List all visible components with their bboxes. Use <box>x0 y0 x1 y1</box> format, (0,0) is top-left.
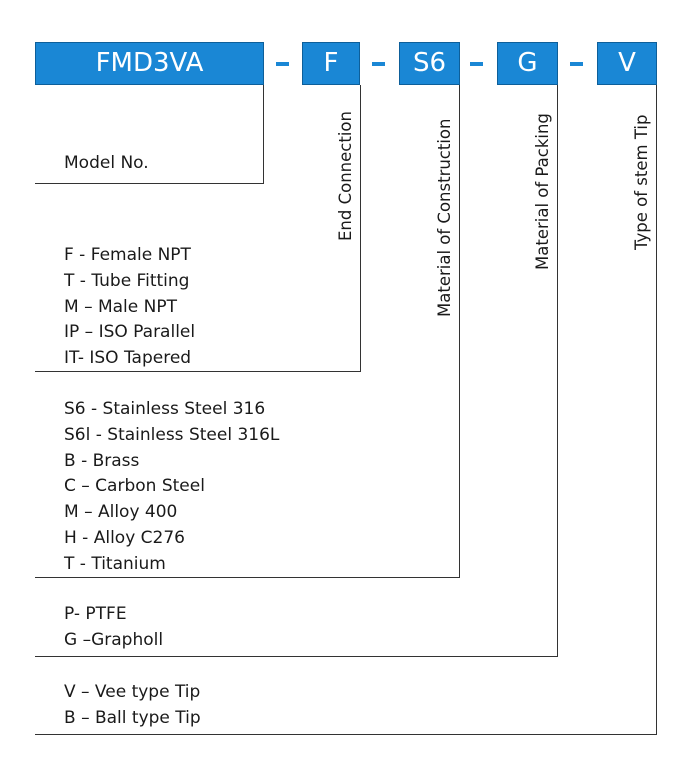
underline-material-packing <box>35 656 558 657</box>
underline-stem-tip <box>35 734 657 735</box>
connector-line-end-connection <box>360 85 361 372</box>
option-item: F - Female NPT <box>64 245 191 265</box>
connector-line-material-packing <box>557 85 558 657</box>
option-item: IT- ISO Tapered <box>64 348 192 369</box>
vertical-label-end-connection: End Connection <box>336 111 355 241</box>
vertical-label-stem-tip: Type of stem Tip <box>632 114 651 250</box>
option-item: H - Alloy C276 <box>64 527 185 548</box>
stem-tip-options <box>64 680 201 732</box>
option-item: T - Tube Fitting <box>64 270 190 291</box>
separator-dash <box>372 62 385 66</box>
connector-line-model <box>263 85 264 184</box>
connector-line-stem-tip <box>656 85 657 735</box>
separator-dash <box>470 62 483 66</box>
connector-line-material-construction <box>459 85 460 578</box>
vertical-label-material-construction: Material of Construction <box>435 118 454 317</box>
code-box-material-construction: S6 <box>399 42 460 85</box>
option-item: V – Vee type Tip <box>64 682 201 702</box>
option-item: B – Ball type Tip <box>64 707 201 728</box>
model-label: Model No. <box>64 153 149 173</box>
option-item: M – Male NPT <box>64 296 177 317</box>
code-box-model: FMD3VA <box>35 42 264 85</box>
code-box-end-connection: F <box>302 42 360 85</box>
material-construction-options <box>64 397 279 578</box>
option-item: T - Titanium <box>64 553 166 574</box>
end-connection-options <box>64 243 195 372</box>
option-item: S6l - Stainless Steel 316L <box>64 424 280 445</box>
option-item: C – Carbon Steel <box>64 476 205 497</box>
option-item: B - Brass <box>64 450 140 471</box>
option-item: S6 - Stainless Steel 316 <box>64 399 266 419</box>
separator-dash <box>276 62 289 66</box>
option-item: M – Alloy 400 <box>64 502 178 523</box>
separator-dash <box>570 62 583 66</box>
vertical-label-material-packing: Material of Packing <box>533 113 552 270</box>
underline-model <box>35 183 264 184</box>
material-packing-options <box>64 602 163 654</box>
option-item: G –Grapholl <box>64 629 164 650</box>
code-box-material-packing: G <box>497 42 558 85</box>
option-item: P- PTFE <box>64 604 127 624</box>
option-item: IP – ISO Parallel <box>64 322 196 343</box>
code-box-stem-tip: V <box>597 42 657 85</box>
